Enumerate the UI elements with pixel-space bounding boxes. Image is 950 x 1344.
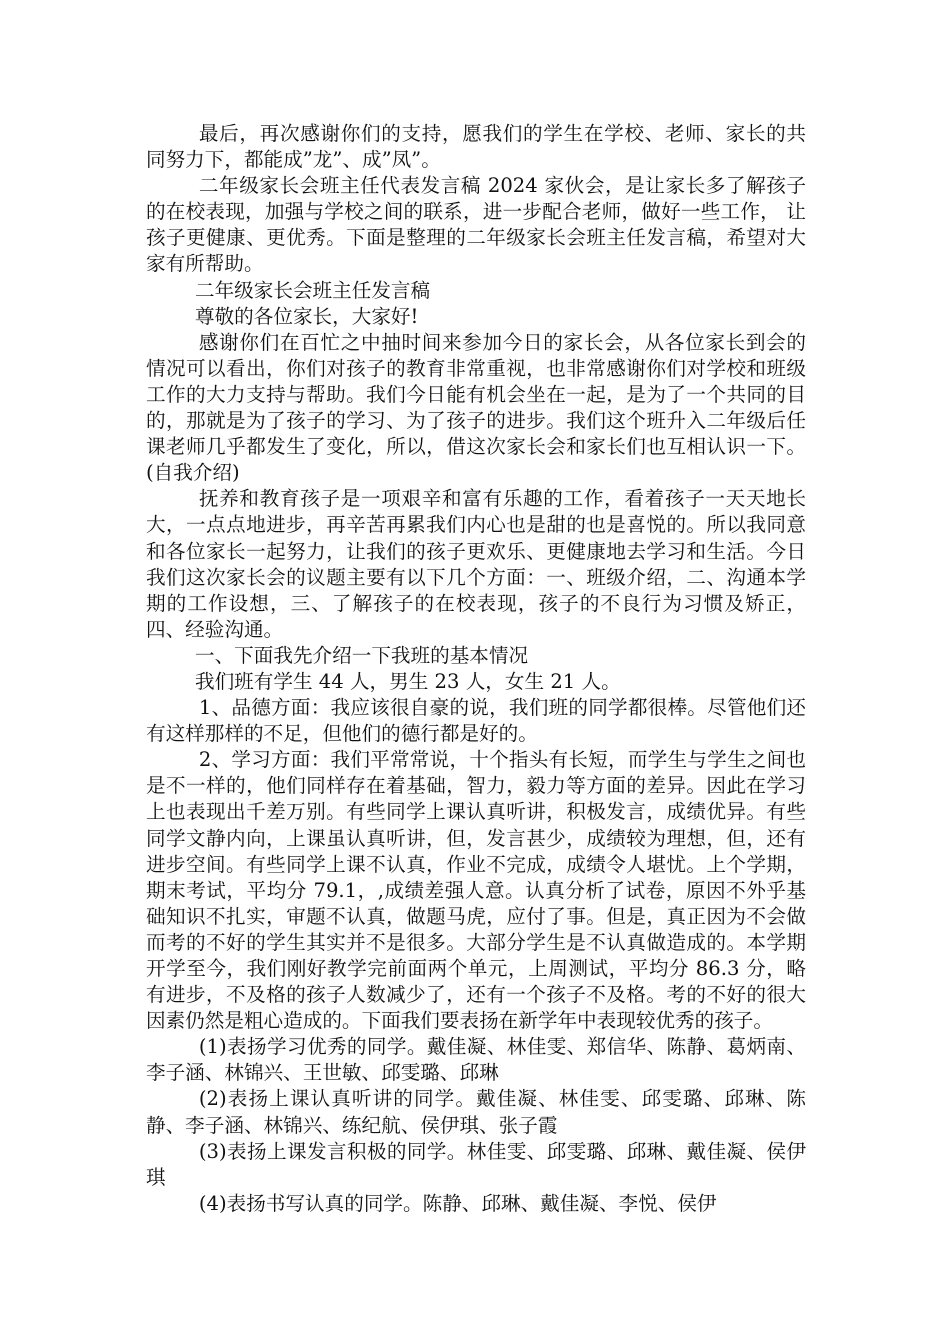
paragraph-thanks-parents: 感谢你们在百忙之中抽时间来参加今日的家长会，从各位家长到会的情况可以看出，你们对孩子的教育非常重视，也非常感谢你们对学校和班级工作的大力支持与帮助。我们今日能有机会坐在一起，是为了一个共同的目的，那就是为了孩子的学习、为了孩子的进步。我们这个班升入二年级后任课老师几乎都发生了变化，所以，借这次家长会和家长们也互相认识一下。(自我介绍)	[146, 330, 806, 485]
paragraph-study: 2、学习方面：我们平常常说，十个指头有长短，而学生与学生之间也是不一样的，他们同样存在着基础，智力，毅力等方面的差异。因此在学习上也表现出千差万别。有些同学上课认真听讲，积极发言，成绩优异。有些同学文静内向，上课虽认真听讲，但，发言甚少，成绩较为理想，但，还有进步空间。有些同学上课不认真，作业不完成，成绩令人堪忧。上个学期，期末考试，平均分 79.1，,成绩差强人意。认真分析了试卷，原因不外乎基础知识不扎实，审题不认真，做题马虎，应付了事。但是，真正因为不会做而考的不好的学生其实并不是很多。大部分学生是不认真做造成的。本学期开学至今，我们刚好教学完前面两个单元，上周测试，平均分 86.3 分，略有进步，不及格的孩子人数减少了，还有一个孩子不及格。考的不好的很大因素仍然是粗心造成的。下面我们要表扬在新学年中表现较优秀的孩子。	[146, 748, 806, 1033]
paragraph-closing-thanks: 最后，再次感谢你们的支持，愿我们的学生在学校、老师、家长的共同努力下，都能成”龙”、成”凤”。	[146, 122, 806, 172]
section-heading-class-info: 一、下面我先介绍一下我班的基本情况	[195, 643, 529, 667]
greeting: 尊敬的各位家长，大家好!	[195, 304, 419, 328]
praise-list-2: (2)表扬上课认真听讲的同学。戴佳凝、林佳雯、邱雯璐、邱琳、陈静、李子涵、林锦兴、练纪航、侯伊琪、张子霞	[146, 1087, 806, 1137]
paragraph-morality: 1、品德方面：我应该很自豪的说，我们班的同学都很棒。尽管他们还有这样那样的不足，但他们的德行都是好的。	[146, 696, 806, 746]
praise-list-1: (1)表扬学习优秀的同学。戴佳凝、林佳雯、郑信华、陈静、葛炳南、李子涵、林锦兴、王世敏、邱雯璐、邱琳	[146, 1035, 806, 1085]
paragraph-intro: 二年级家长会班主任代表发言稿 2024 家伙会，是让家长多了解孩子的在校表现，加强与学校之间的联系，进一步配合老师，做好一些工作， 让孩子更健康、更优秀。下面是整理的二年级家长会班主任发言稿，希望对大家有所帮助。	[146, 174, 806, 276]
praise-list-3: (3)表扬上课发言积极的同学。林佳雯、邱雯璐、邱琳、戴佳凝、侯伊琪	[146, 1139, 806, 1189]
praise-list-4: (4)表扬书写认真的同学。陈静、邱琳、戴佳凝、李悦、侯伊	[198, 1191, 717, 1215]
paragraph-raising-children: 抚养和教育孩子是一项艰辛和富有乐趣的工作，看着孩子一天天地长大，一点点地进步，再辛苦再累我们内心也是甜的也是喜悦的。所以我同意和各位家长一起努力，让我们的孩子更欢乐、更健康地去学习和生活。今日我们这次家长会的议题主要有以下几个方面：一、班级介绍，二、沟通本学期的工作设想，三、了解孩子的在校表现，孩子的不良行为习惯及矫正，四、经验沟通。	[146, 487, 806, 641]
document-page	[146, 121, 806, 1217]
paragraph-student-count: 我们班有学生 44 人，男生 23 人，女生 21 人。	[195, 669, 621, 693]
speech-title: 二年级家长会班主任发言稿	[195, 278, 431, 302]
